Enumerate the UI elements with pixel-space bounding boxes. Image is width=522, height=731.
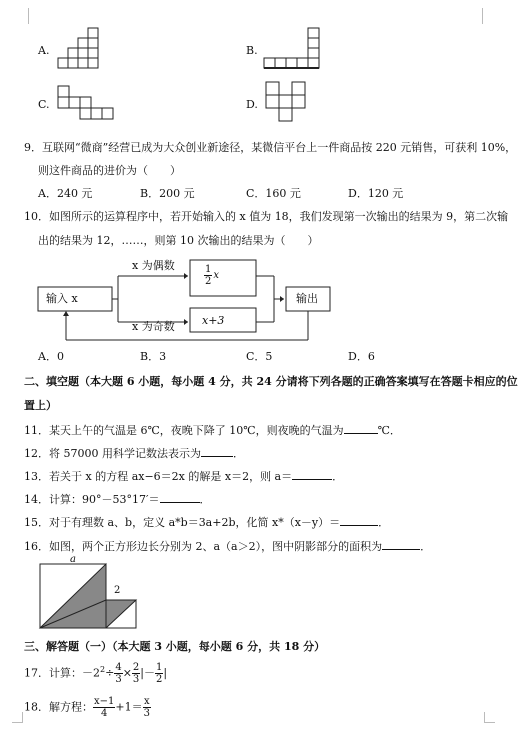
- q14-line: [24, 491, 211, 507]
- crop-mark-bottom-right: [484, 712, 495, 723]
- q16-suffix: ．: [420, 540, 432, 553]
- section3-title: 三、解答题（一）（本大题 3 小题，每小题 6 分，共 18 分）: [24, 640, 326, 653]
- q17-line: [24, 662, 167, 688]
- q18-frac2-num: x: [143, 696, 150, 707]
- q11-text: 11．某天上午的气温是 6℃，夜晚下降了 10℃，则夜晚的气温为: [24, 424, 344, 437]
- q14-answer-blank[interactable]: [160, 491, 200, 503]
- q12-answer-blank[interactable]: [201, 445, 233, 457]
- q12-text: 12．将 57000 用科学记数法表示为: [24, 447, 201, 460]
- crop-mark-top-left: [18, 8, 29, 24]
- q17-divide: ÷: [105, 666, 115, 680]
- q9-stem-line1: 9．互联网“微商”经营已成为大众创业新途径，某微信平台上一件商品按 220 元销售，可获利 10%，: [24, 141, 517, 154]
- half-numerator: 1: [205, 264, 212, 275]
- q18-prefix: 18．解方程：: [24, 700, 93, 714]
- option-d-label: D.: [246, 98, 258, 111]
- q15-answer-blank[interactable]: [340, 514, 378, 526]
- crop-mark-top-right: [482, 8, 493, 24]
- flow-plus-three-expression: x+3: [202, 314, 225, 327]
- flow-input-box-label: 输入 x: [46, 292, 78, 305]
- net-figure-b: [264, 26, 324, 74]
- section2-title-line2: 置上）: [24, 399, 57, 412]
- q14-suffix: ．: [199, 493, 211, 506]
- q13-text: 13．若关于 x 的方程 ax−6＝2x 的解是 x＝2，则 a＝: [24, 470, 293, 483]
- q17-prefix: 17．计算：－2: [24, 666, 100, 680]
- q12-line: [24, 445, 244, 461]
- q17-times: ×: [122, 666, 132, 680]
- q17-frac3-num: 1: [156, 662, 163, 673]
- q17-exponent: 2: [100, 664, 106, 674]
- q11-suffix: ℃．: [377, 424, 401, 437]
- q9-option-b: B．200 元: [140, 187, 195, 200]
- q10-option-c: C．5: [246, 350, 273, 363]
- option-a-label: A.: [38, 44, 50, 57]
- net-figure-a: [58, 26, 108, 74]
- q10-stem-line2: 出的结果为 12，……，则第 10 次输出的结果为（ ）: [38, 234, 319, 247]
- q17-frac1-den: 3: [115, 674, 122, 685]
- option-c-label: C.: [38, 98, 50, 111]
- q17-frac1-num: 4: [115, 662, 122, 673]
- option-b-label: B.: [246, 44, 258, 57]
- q18-frac2-den: 3: [143, 708, 150, 719]
- net-figure-c: [58, 84, 118, 124]
- q9-option-a: A．240 元: [38, 187, 93, 200]
- q16-text: 16．如图，两个正方形边长分别为 2、a（a＞2），图中阴影部分的面积为: [24, 540, 383, 553]
- q15-suffix: ．: [378, 516, 390, 529]
- q16-label-2: 2: [114, 585, 121, 596]
- q18-mid: +1＝: [115, 700, 143, 714]
- section2-title-line1: 二、填空题（本大题 6 小题，每小题 4 分，共 24 分请将下列各题的正确答案填写在答题卡相应的位: [24, 375, 518, 388]
- q18-line: [24, 696, 151, 722]
- q17-frac2-num: 2: [132, 662, 140, 673]
- flow-even-label: x 为偶数: [132, 259, 175, 272]
- q18-frac1-den: 4: [101, 708, 108, 719]
- program-flowchart: [34, 256, 334, 342]
- half-variable: x: [213, 270, 220, 281]
- q17-abs-close: |: [163, 666, 168, 680]
- q17-frac2-den: 3: [132, 674, 140, 685]
- q15-line: [24, 514, 389, 530]
- q10-stem-line1: 10．如图所示的运算程序中，若开始输入的 x 值为 18，我们发现第一次输出的结果为 9，第二次输: [24, 210, 509, 223]
- q10-option-b: B．3: [140, 350, 167, 363]
- q16-answer-blank[interactable]: [382, 538, 420, 550]
- flow-half-x-expression: [204, 264, 219, 287]
- q13-answer-blank[interactable]: [292, 468, 332, 480]
- q17-abs-open: |－: [140, 666, 155, 680]
- q14-text: 14．计算：90°－53°17′＝: [24, 493, 160, 506]
- q16-label-a: a: [70, 554, 76, 565]
- q12-suffix: ．: [232, 447, 244, 460]
- q16-squares-figure: [40, 556, 140, 630]
- q13-suffix: ．: [332, 470, 344, 483]
- q11-line: [24, 422, 401, 438]
- q17-frac3-den: 2: [156, 674, 163, 685]
- crop-mark-bottom-left: [12, 712, 23, 723]
- flow-odd-label: x 为奇数: [132, 320, 175, 333]
- q10-option-a: A．0: [38, 350, 64, 363]
- q10-option-d: D．6: [348, 350, 375, 363]
- q9-option-d: D．120 元: [348, 187, 404, 200]
- q11-answer-blank[interactable]: [344, 422, 378, 434]
- flow-output-box-label: 输出: [296, 292, 318, 305]
- net-figure-d: [266, 80, 316, 128]
- q16-line: [24, 538, 431, 554]
- half-denominator: 2: [205, 276, 212, 287]
- q9-stem-line2: 则这件商品的进价为（ ）: [38, 164, 181, 177]
- q9-option-c: C．160 元: [246, 187, 301, 200]
- q15-text: 15．对于有理数 a、b，定义 a*b＝3a+2b，化简 x*（x－y）＝: [24, 516, 341, 529]
- q18-frac1-num: x−1: [94, 696, 115, 707]
- q13-line: [24, 468, 343, 484]
